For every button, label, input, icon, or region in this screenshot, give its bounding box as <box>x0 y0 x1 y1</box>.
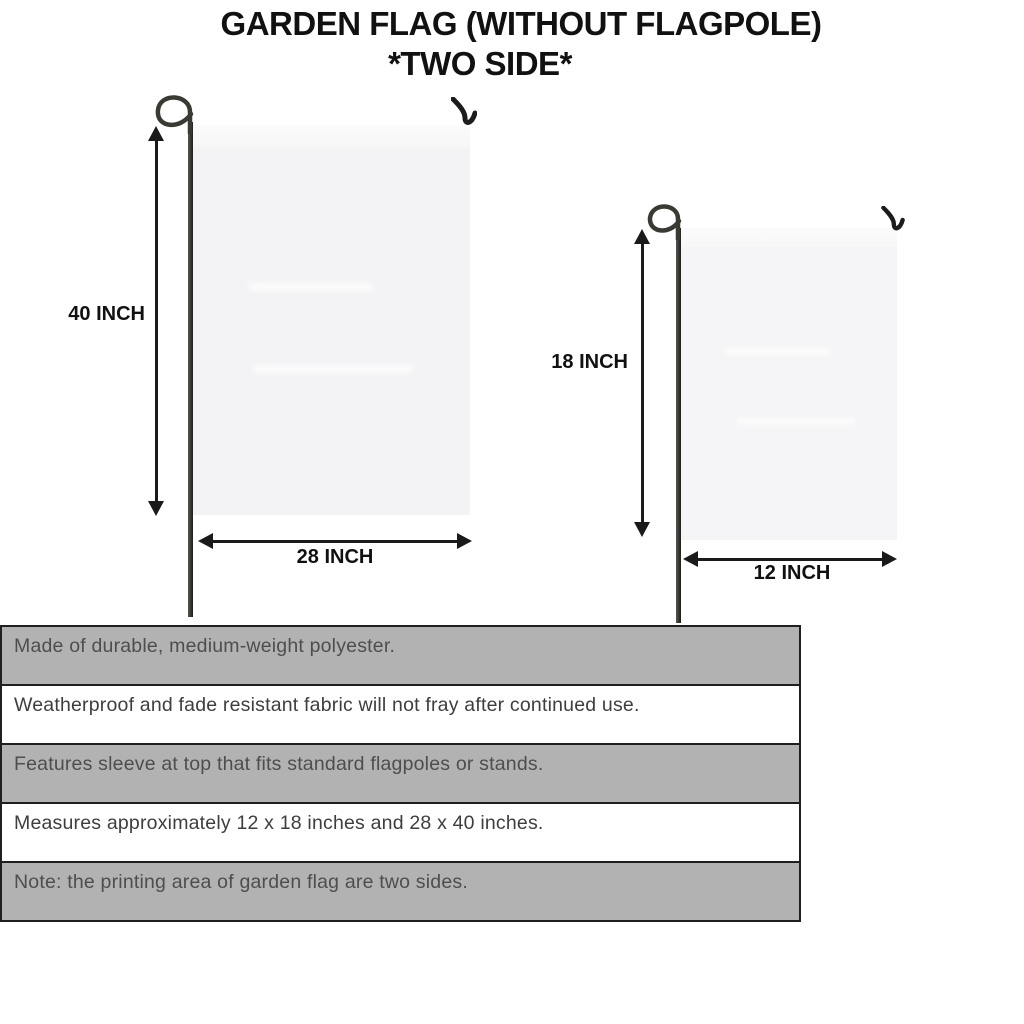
arrowhead-right <box>457 533 472 549</box>
feature-text: Features sleeve at top that fits standard flagpoles or stands. <box>14 753 544 775</box>
feature-row <box>2 745 799 804</box>
arrowhead-up <box>148 126 164 141</box>
small-flag-height-label: 18 INCH <box>551 351 628 373</box>
large-flag-illustration <box>193 125 470 515</box>
arrowhead-down <box>148 501 164 516</box>
feature-text: Weatherproof and fade resistant fabric will not fray after continued use. <box>14 694 640 716</box>
arrowhead-down <box>634 522 650 537</box>
fabric-wrinkle <box>248 283 373 291</box>
large-flag-height-arrow <box>148 126 164 516</box>
feature-text: Note: the printing area of garden flag are two sides. <box>14 871 468 893</box>
feature-text: Made of durable, medium-weight polyester. <box>14 635 396 657</box>
feature-row <box>2 686 799 745</box>
feature-row <box>2 804 799 863</box>
fabric-wrinkle <box>726 348 831 355</box>
large-flag-width-label: 28 INCH <box>296 546 374 568</box>
arrow-line <box>698 558 882 561</box>
page-title <box>9 4 1024 84</box>
arrowhead-left <box>198 533 213 549</box>
large-flag-hook-icon <box>451 97 477 129</box>
features-table <box>0 625 801 922</box>
feature-row <box>2 863 799 920</box>
fabric-wrinkle <box>736 418 856 425</box>
feature-row <box>2 627 799 686</box>
feature-text: Measures approximately 12 x 18 inches and 28 x 40 inches. <box>14 812 544 834</box>
small-flag-width-label: 12 INCH <box>753 562 831 584</box>
small-flag-height-arrow <box>634 229 650 537</box>
title-line-1: GARDEN FLAG (WITHOUT FLAGPOLE) <box>220 5 822 42</box>
fabric-wrinkle <box>253 365 413 373</box>
title-line-2: *TWO SIDE* <box>388 45 572 82</box>
arrow-line <box>213 540 457 543</box>
small-flag-illustration <box>681 228 897 540</box>
large-flag-height-label: 40 INCH <box>68 303 145 325</box>
small-flag-hook-icon <box>881 206 905 234</box>
arrow-line <box>641 244 644 522</box>
arrow-line <box>155 141 158 501</box>
small-flagpole-loop-icon <box>644 200 686 240</box>
arrowhead-up <box>634 229 650 244</box>
